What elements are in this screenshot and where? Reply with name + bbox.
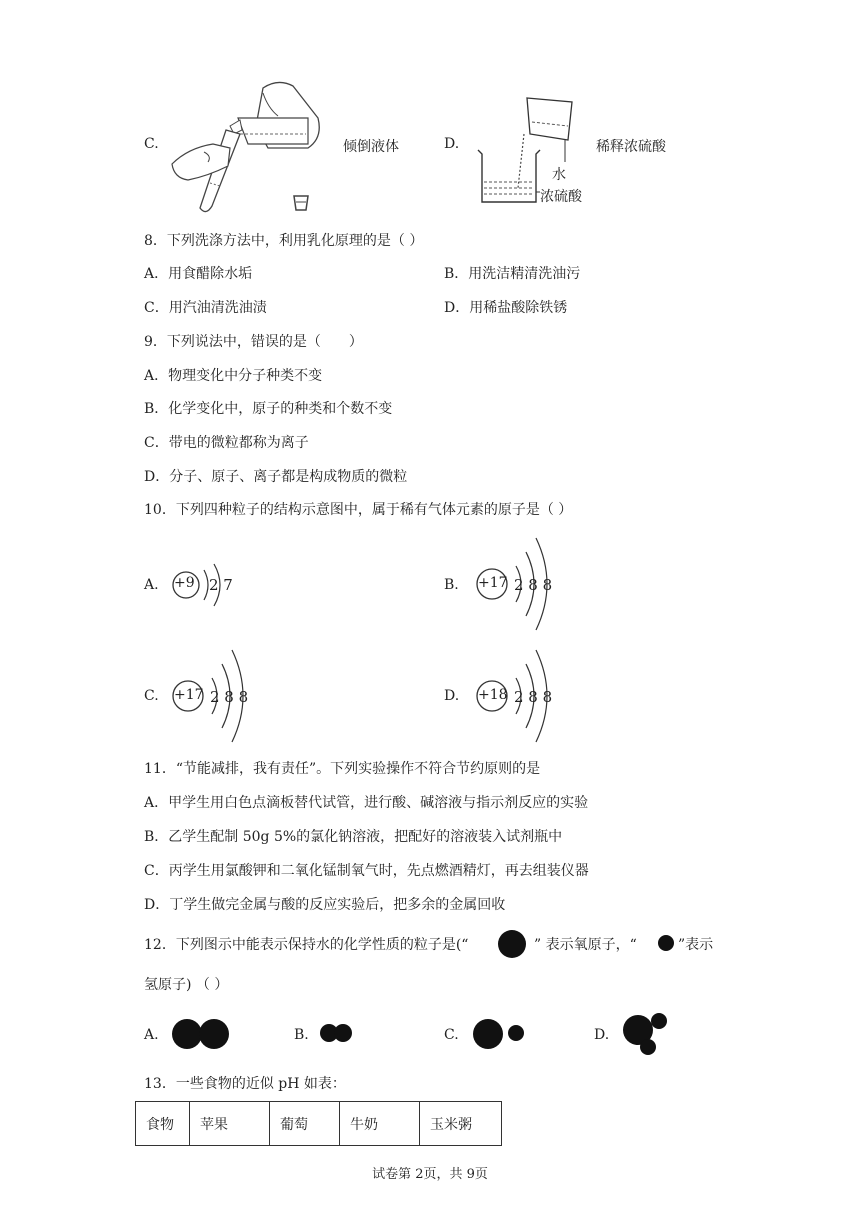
molecule-d-water — [622, 1010, 672, 1060]
q13-stem: 13．一些食物的近似 pH 如表： — [144, 1076, 346, 1092]
nucleus-charge: +18 — [478, 687, 508, 703]
ph-table — [135, 1101, 502, 1146]
q8-option-d: D．用稀盐酸除铁锈 — [444, 300, 568, 316]
q11-stem: 11．“节能减排，我有责任”。下列实验操作不符合节约原则的是 — [144, 761, 541, 777]
q9-option-b: B．化学变化中，原子的种类和个数不变 — [144, 401, 393, 417]
q9-option-a: A．物理变化中分子种类不变 — [144, 368, 323, 384]
q9-option-d: D．分子、原子、离子都是构成物质的微粒 — [144, 469, 408, 485]
electron-shells: 2 8 8 — [210, 688, 249, 706]
q12-option-c-label: C. — [444, 1027, 459, 1043]
table-cell: 苹果 — [190, 1102, 270, 1146]
molecule-b-two-hydrogen — [318, 1022, 358, 1044]
q7-water-label: 水 — [552, 167, 566, 183]
q12-stem-line2: 氢原子) （ ） — [144, 977, 229, 993]
q7-option-d-text: 稀释浓硫酸 — [596, 139, 666, 155]
table-row — [136, 1102, 502, 1146]
electron-shells: 2 7 — [209, 576, 233, 594]
q11-option-a: A．甲学生用白色点滴板替代试管，进行酸、碱溶液与指示剂反应的实验 — [144, 795, 589, 811]
q12-option-d-label: D. — [594, 1027, 610, 1043]
q8-option-c: C．用汽油清洗油渍 — [144, 300, 267, 316]
q10-option-d-label: D. — [444, 688, 460, 704]
q12-option-a-label: A. — [144, 1027, 159, 1043]
q7-option-d-label: D. — [444, 136, 460, 152]
electron-shells: 2 8 8 — [514, 688, 553, 706]
q10-option-a-label: A. — [144, 577, 159, 593]
table-cell: 玉米粥 — [420, 1102, 502, 1146]
q11-option-d: D．丁学生做完金属与酸的反应实验后，把多余的金属回收 — [144, 897, 506, 913]
q12-stem-part3: ”表示 — [678, 937, 714, 953]
electron-shells: 2 8 8 — [514, 576, 553, 594]
table-cell: 食物 — [136, 1102, 190, 1146]
nucleus-charge: +17 — [478, 575, 508, 591]
oxygen-atom-icon — [496, 928, 528, 960]
q7-acid-label: 浓硫酸 — [540, 189, 582, 205]
nucleus-charge: +9 — [174, 575, 195, 591]
q8-stem: 8．下列洗涤方法中，利用乳化原理的是（ ） — [144, 233, 424, 249]
q8-option-a: A．用食醋除水垢 — [144, 266, 253, 282]
molecule-a-two-oxygen — [170, 1016, 234, 1052]
q12-stem-part2: ” 表示氧原子，“ — [534, 937, 637, 953]
q10-option-b-label: B. — [444, 577, 459, 593]
hydrogen-atom-icon — [656, 933, 676, 953]
q11-option-c: C．丙学生用氯酸钾和二氧化锰制氧气时，先点燃酒精灯，再去组装仪器 — [144, 863, 589, 879]
nucleus-charge: +17 — [174, 687, 204, 703]
q8-option-b: B．用洗洁精清洗油污 — [444, 266, 581, 282]
table-cell: 牛奶 — [340, 1102, 420, 1146]
q7-option-c-label: C. — [144, 136, 159, 152]
q9-option-c: C．带电的微粒都称为离子 — [144, 435, 309, 451]
q12-stem-part1: 12．下列图示中能表示保持水的化学性质的粒子是(“ — [144, 937, 469, 953]
molecule-c-oxygen-hydrogen — [472, 1016, 528, 1052]
table-cell: 葡萄 — [270, 1102, 340, 1146]
q9-stem: 9．下列说法中，错误的是（ ） — [144, 334, 363, 350]
q7-option-c-text: 倾倒液体 — [343, 139, 399, 155]
page-footer: 试卷第 2页，共 9页 — [372, 1167, 488, 1182]
q11-option-b: B．乙学生配制 50g 5%的氯化钠溶液，把配好的溶液装入试剂瓶中 — [144, 829, 563, 845]
q10-option-c-label: C. — [144, 688, 159, 704]
pouring-liquid-illustration — [168, 78, 328, 218]
q10-stem: 10．下列四种粒子的结构示意图中，属于稀有气体元素的原子是（ ） — [144, 502, 573, 518]
q12-option-b-label: B. — [294, 1027, 309, 1043]
